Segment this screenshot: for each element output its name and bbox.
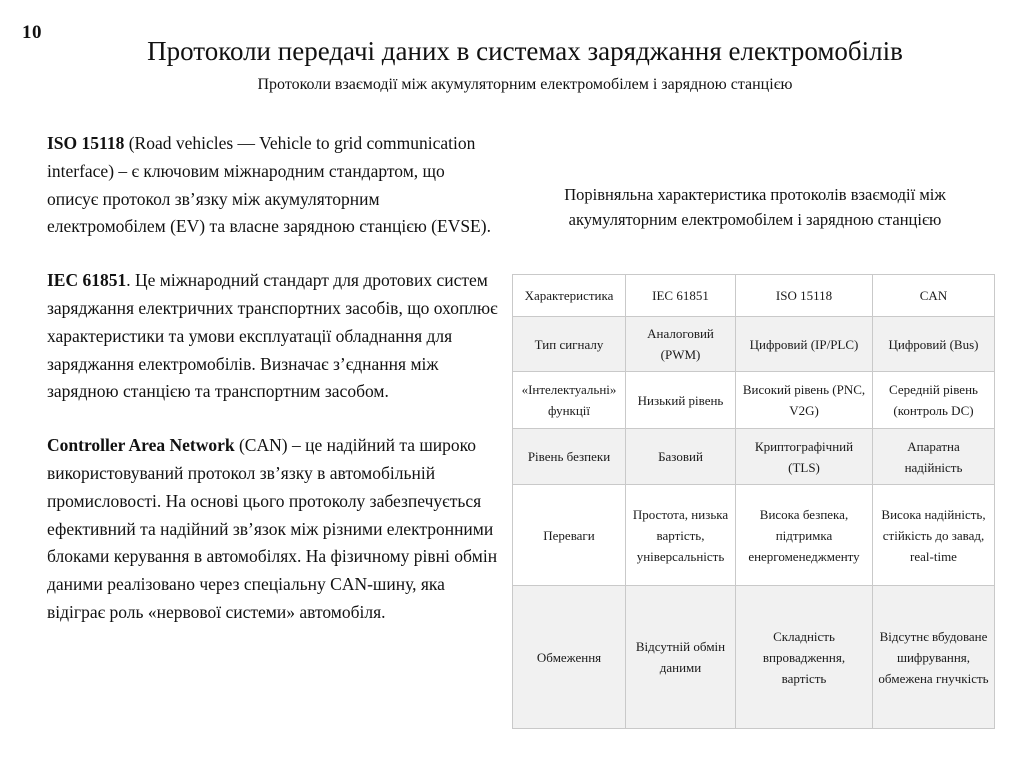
cell-smart-functions-can: Середній рівень (контроль DC) <box>873 372 995 429</box>
cell-limitations-can: Відсутнє вбудоване шифрування, обмежена гнучкість <box>873 586 995 729</box>
paragraph-body-iso-15118: (Road vehicles — Vehicle to grid communication interface) – є ключовим міжнародним стандартом, що описує протокол зв’язку між акумуляторним електромобілем (EV) та власне зарядною станцією (EVSE). <box>47 133 491 237</box>
table-header-iec-61851: IEC 61851 <box>626 275 736 317</box>
paragraph-iec-61851 <box>47 267 499 406</box>
table-header-row <box>513 275 995 317</box>
cell-security-level-iso: Криптографічний (TLS) <box>736 429 873 485</box>
paragraph-body-can: (CAN) – це надійний та широко використовуваний протокол зв’язку в автомобільній промисловості. На основі цього протоколу забезпечується ефективний та надійний зв’язок між різними електронними блоками керування в автомобілях. На фізичному рівні обмін даними реалізовано через спеціальну CAN-шину, яка відіграє роль «нервової системи» автомобіля. <box>47 435 498 622</box>
table-row <box>513 485 995 586</box>
cell-smart-functions-iec: Низький рівень <box>626 372 736 429</box>
paragraph-body-iec-61851: . Це міжнародний стандарт для дротових систем заряджання електричних транспортних засобів, що охоплює характеристики та умови експлуатації обладнання для заряджання електромобілів. Визначає з’єднання між зарядною станцією та транспортним засобом. <box>47 270 498 402</box>
table-row <box>513 429 995 485</box>
paragraph-lead-can: Controller Area Network <box>47 435 235 456</box>
paragraph-lead-iec-61851: IEC 61851 <box>47 270 127 291</box>
cell-limitations-iec: Відсутній обмін даними <box>626 586 736 729</box>
table-header-can: CAN <box>873 275 995 317</box>
table-header-characteristic: Характеристика <box>513 275 626 317</box>
paragraph-can <box>47 432 499 627</box>
cell-signal-type-iec: Аналоговий (PWM) <box>626 317 736 372</box>
cell-advantages-iec: Простота, низька вартість, універсальність <box>626 485 736 586</box>
cell-advantages-can: Висока надійність, стійкість до завад, real-time <box>873 485 995 586</box>
page-subtitle: Протоколи взаємодії між акумуляторним електромобілем і зарядною станцією <box>257 76 793 93</box>
row-label-signal-type: Тип сигналу <box>513 317 626 372</box>
table-row <box>513 317 995 372</box>
table-row <box>513 586 995 729</box>
row-label-limitations: Обмеження <box>513 586 626 729</box>
cell-smart-functions-iso: Високий рівень (PNC, V2G) <box>736 372 873 429</box>
cell-security-level-iec: Базовий <box>626 429 736 485</box>
paragraph-lead-iso-15118: ISO 15118 <box>47 133 125 153</box>
page-title: Протоколи передачі даних в системах заряджання електромобілів <box>147 36 903 67</box>
table-row <box>513 372 995 429</box>
cell-advantages-iso: Висока безпека, підтримка енергоменеджменту <box>736 485 873 586</box>
paragraph-iso-15118 <box>47 130 499 241</box>
protocol-comparison-table <box>512 274 995 729</box>
page-number: 10 <box>22 22 42 43</box>
cell-limitations-iso: Складність впровадження, вартість <box>736 586 873 729</box>
cell-security-level-can: Апаратна надійність <box>873 429 995 485</box>
row-label-security-level: Рівень безпеки <box>513 429 626 485</box>
row-label-smart-functions: «Інтелектуальні» функції <box>513 372 626 429</box>
cell-signal-type-iso: Цифровий (IP/PLC) <box>736 317 873 372</box>
table-header-iso-15118: ISO 15118 <box>736 275 873 317</box>
row-label-advantages: Переваги <box>513 485 626 586</box>
comparison-table-container <box>512 274 994 729</box>
cell-signal-type-can: Цифровий (Bus) <box>873 317 995 372</box>
left-text-column <box>47 130 499 627</box>
table-caption: Порівняльна характеристика протоколів взаємодії між акумуляторним електромобілем і зарядною станцією <box>564 185 946 229</box>
